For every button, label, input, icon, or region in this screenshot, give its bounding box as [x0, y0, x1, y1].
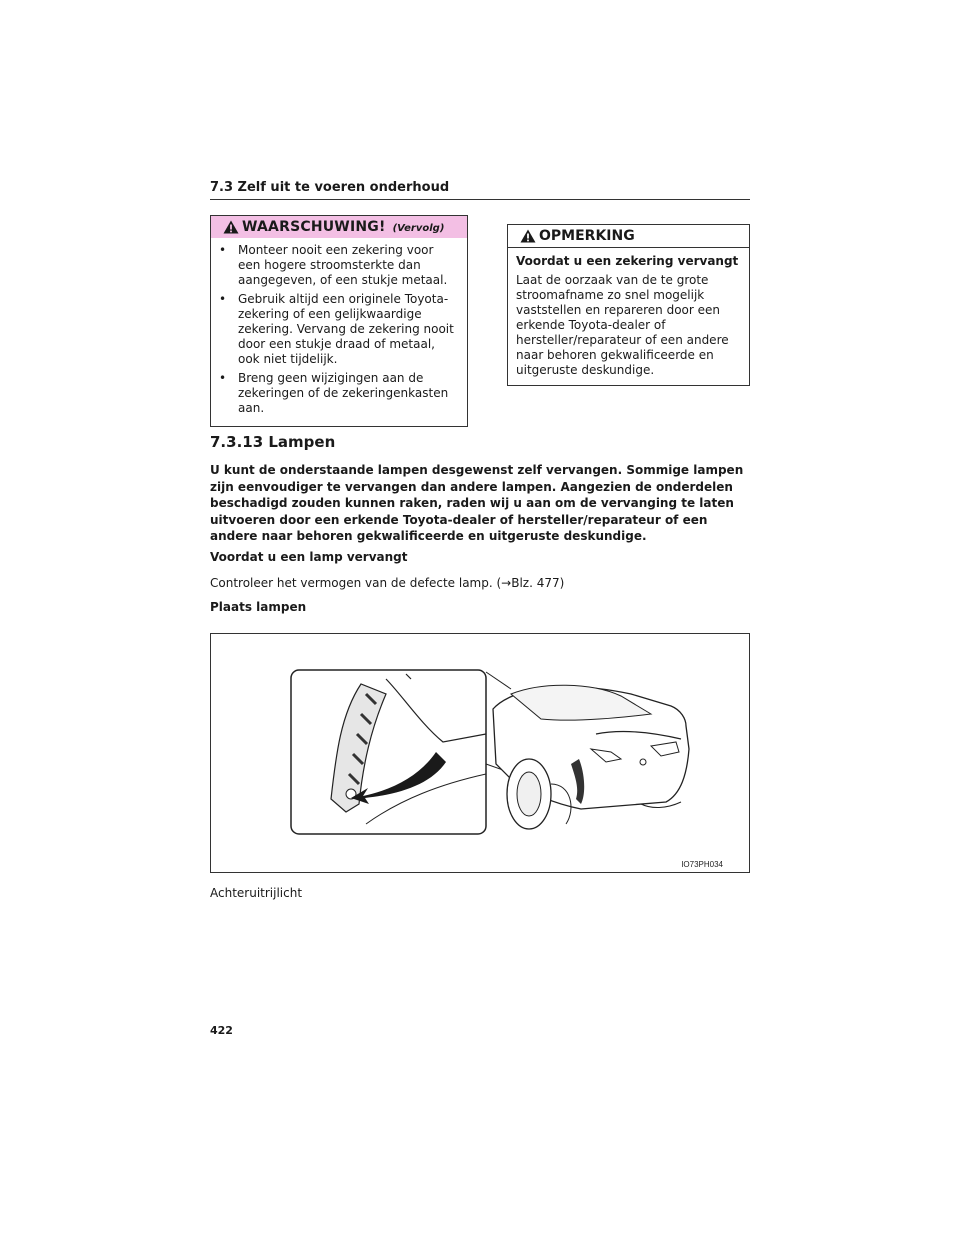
note-header	[508, 225, 749, 248]
lamp-locations-title: Plaats lampen	[210, 600, 307, 614]
note-box	[507, 224, 750, 386]
car-rear-illustration	[211, 634, 749, 872]
warning-item: • Breng geen wijzigingen aan de zekeringen of de zekeringenkasten aan.	[219, 371, 459, 416]
warning-list	[211, 238, 467, 416]
note-content	[508, 248, 749, 378]
figure-code: IO73PH034	[681, 860, 723, 869]
warning-title: WAARSCHUWING!	[242, 219, 386, 235]
lamp-location-figure	[210, 633, 750, 873]
warning-continued: (Vervolg)	[392, 222, 445, 234]
figure-caption: Achteruitrijlicht	[210, 886, 303, 900]
lamps-heading: 7.3.13 Lampen	[210, 433, 336, 451]
before-replace-text: Controleer het vermogen van de defecte lamp. (→Blz. 477)	[210, 576, 565, 590]
warning-item: • Gebruik altijd een originele Toyota-zekering of een gelijkwaardige zekering. Vervang de zekering nooit door een stukje draad of metaal, ook niet tijdelijk.	[219, 292, 459, 367]
lamps-intro: U kunt de onderstaande lampen desgewenst zelf vervangen. Sommige lampen zijn eenvoudiger te vervangen dan andere lampen. Aangezien de onderdelen beschadigd zouden kunnen raken, raden wij u aan om de vervanging te laten uitvoeren door een erkende Toyota-dealer of hersteller/reparateur of een andere naar behoren gekwalificeerde en uitgeruste deskundige.	[210, 463, 744, 543]
warning-triangle-icon	[520, 229, 536, 243]
warning-header	[211, 216, 467, 238]
note-title: OPMERKING	[539, 228, 635, 244]
warning-triangle-icon	[223, 220, 239, 234]
page-number: 422	[210, 1024, 233, 1037]
warning-box	[210, 215, 468, 427]
note-subtitle: Voordat u een zekering vervangt	[516, 254, 739, 268]
note-text: Laat de oorzaak van de te grote stroomafname zo snel mogelijk vaststellen en repareren door een erkende Toyota-dealer of hersteller/reparateur of een andere naar behoren gekwalificeerde en uitgeruste deskundige.	[516, 273, 729, 377]
warning-item: • Monteer nooit een zekering voor een hogere stroomsterkte dan aangegeven, of een stukje metaal.	[219, 243, 459, 288]
section-header: 7.3 Zelf uit te voeren onderhoud	[210, 180, 750, 200]
before-replace-title: Voordat u een lamp vervangt	[210, 550, 408, 564]
